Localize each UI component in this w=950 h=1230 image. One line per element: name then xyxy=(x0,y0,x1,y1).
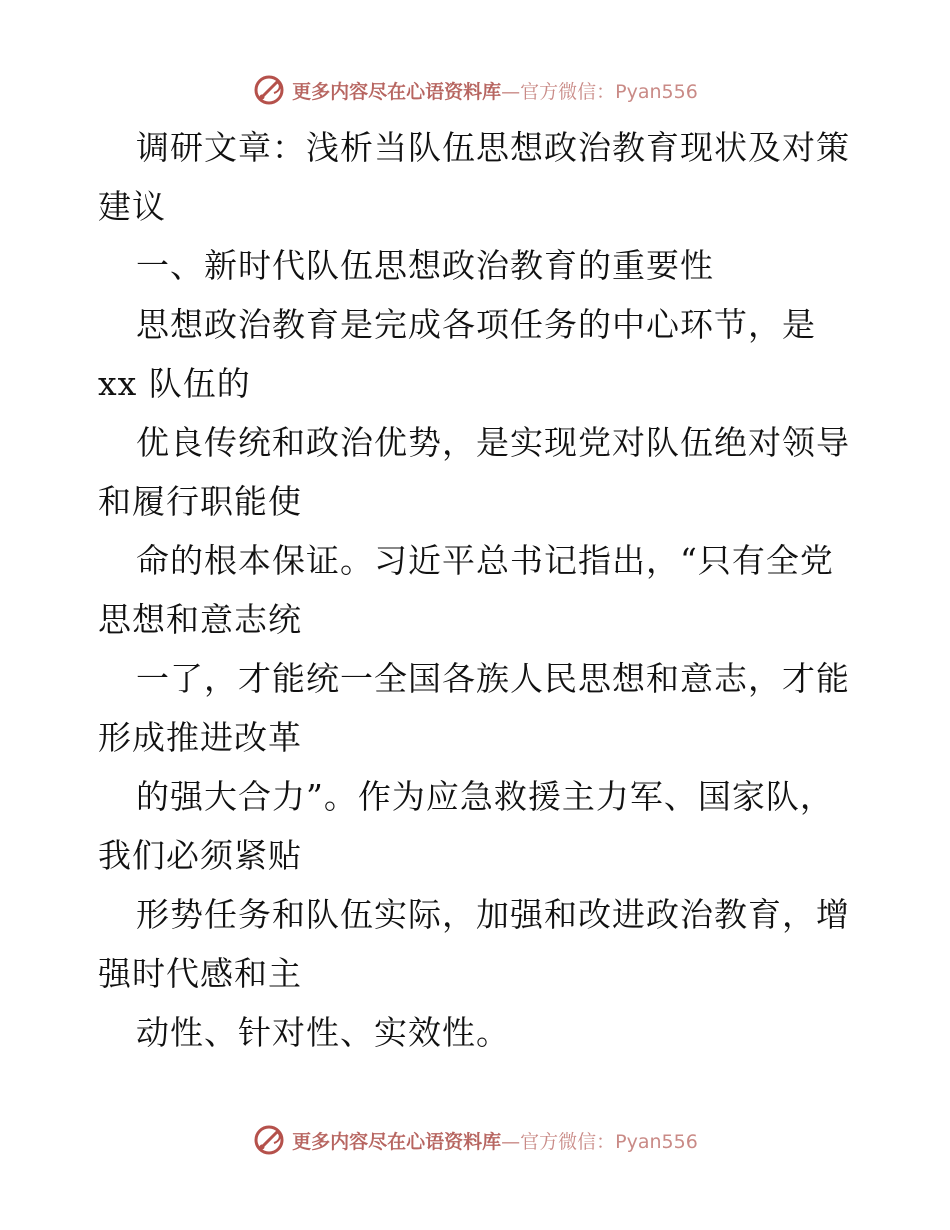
watermark-text: 更多内容尽在心语资料库—官方微信：Pyan556 xyxy=(292,1130,698,1153)
paragraph-line: 形势任务和队伍实际，加强和改进政治教育，增 xyxy=(136,895,850,934)
paragraph-line: 强时代感和主 xyxy=(98,954,302,993)
footer-watermark xyxy=(0,1120,950,1160)
document-title-line-1: 调研文章：浅析当队伍思想政治教育现状及对策 xyxy=(136,128,850,167)
paragraph-line: 和履行职能使 xyxy=(98,482,302,521)
section-heading: 一、新时代队伍思想政治教育的重要性 xyxy=(136,246,714,285)
header-watermark xyxy=(0,70,950,110)
quill-logo-icon xyxy=(252,73,286,107)
paragraph-line: 动性、针对性、实效性。 xyxy=(136,1013,510,1052)
paragraph-line: 我们必须紧贴 xyxy=(98,836,302,875)
paragraph-line: xx 队伍的 xyxy=(98,364,251,403)
document-body xyxy=(98,118,858,1062)
paragraph-line: 形成推进改革 xyxy=(98,718,302,757)
paragraph-line: 一了，才能统一全国各族人民思想和意志，才能 xyxy=(136,659,850,698)
document-title-line-2: 建议 xyxy=(98,187,166,226)
paragraph-line: 思想和意志统 xyxy=(98,600,302,639)
paragraph-line: 的强大合力”。作为应急救援主力军、国家队， xyxy=(136,777,834,816)
paragraph-line: 命的根本保证。习近平总书记指出，“只有全党 xyxy=(136,541,834,580)
watermark-text: 更多内容尽在心语资料库—官方微信：Pyan556 xyxy=(292,80,698,103)
paragraph-line: 优良传统和政治优势，是实现党对队伍绝对领导 xyxy=(136,423,850,462)
paragraph-line: 思想政治教育是完成各项任务的中心环节，是 xyxy=(136,305,816,344)
quill-logo-icon xyxy=(252,1123,286,1157)
